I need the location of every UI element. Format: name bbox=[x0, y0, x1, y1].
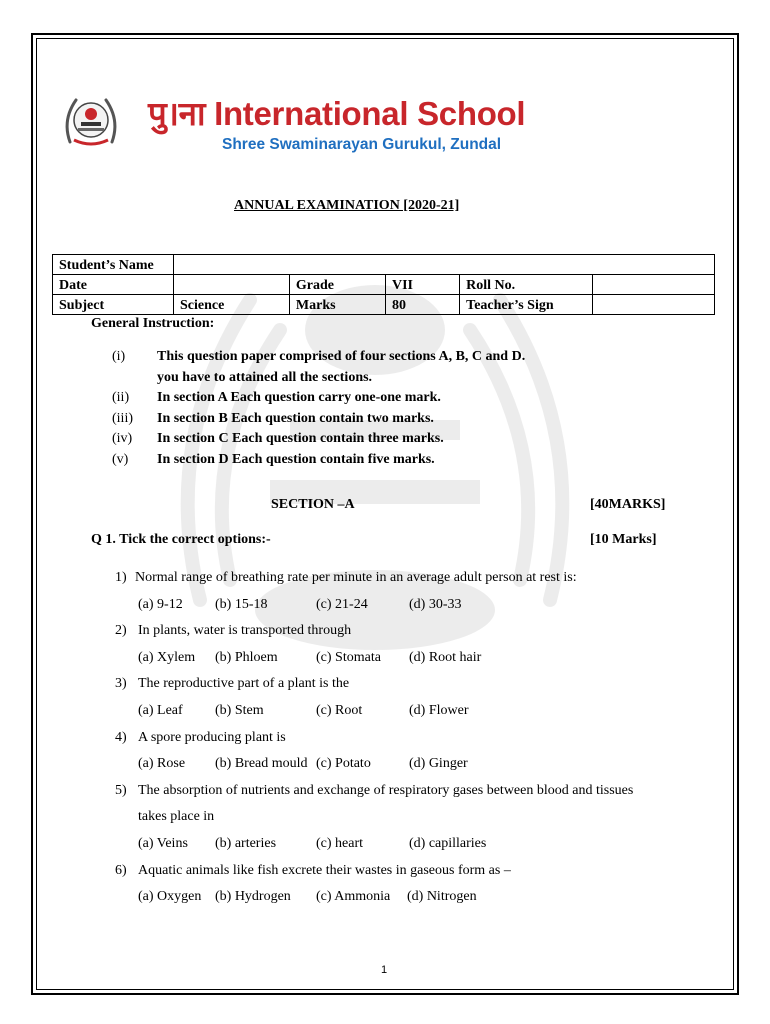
instruction-number: (ii) bbox=[112, 390, 130, 405]
instruction-text: In section A Each question carry one-one mark. bbox=[157, 390, 441, 405]
question-number: 4) bbox=[115, 729, 127, 745]
section-title: SECTION –A bbox=[271, 497, 355, 512]
option-c: (c) Potato bbox=[316, 756, 371, 772]
option-b: (b) Hydrogen bbox=[215, 889, 291, 905]
option-a: (a) Veins bbox=[138, 835, 188, 851]
subject-label: Subject bbox=[53, 295, 174, 315]
instruction-number: (v) bbox=[112, 451, 129, 467]
option-b: (b) arteries bbox=[215, 835, 277, 851]
question-item bbox=[115, 783, 685, 863]
instruction-text: In section C Each question contain three marks. bbox=[157, 431, 444, 446]
teacher-sign-label: Teacher’s Sign bbox=[460, 295, 593, 315]
question-text: In plants, water is transported through bbox=[138, 623, 352, 639]
general-instruction-title: General Instruction: bbox=[91, 316, 215, 331]
question-list bbox=[115, 570, 685, 916]
date-value bbox=[174, 275, 290, 295]
instruction-text: In section B Each question contain two marks. bbox=[157, 410, 434, 426]
question-item bbox=[115, 570, 685, 623]
question-number: 1) bbox=[115, 570, 127, 585]
question-text: A spore producing plant is bbox=[138, 729, 286, 745]
section-marks: [40MARKS] bbox=[590, 497, 666, 512]
instruction-number: (i) bbox=[112, 349, 126, 364]
date-label: Date bbox=[53, 275, 174, 295]
student-info-table bbox=[52, 254, 715, 315]
students-name-value bbox=[174, 255, 715, 275]
option-c: (c) Ammonia bbox=[316, 889, 391, 905]
question-number: 3) bbox=[115, 676, 127, 692]
question-title: Q 1. Tick the correct options:- bbox=[91, 532, 271, 547]
option-c: (c) Root bbox=[316, 702, 363, 718]
instruction-text: you have to attained all the sections. bbox=[157, 369, 373, 385]
option-d: (d) 30-33 bbox=[409, 596, 462, 612]
option-d: (d) Root hair bbox=[409, 649, 482, 665]
option-a: (a) Leaf bbox=[138, 702, 183, 718]
instruction-number: (iii) bbox=[112, 410, 133, 426]
option-b: (b) Phloem bbox=[215, 649, 278, 665]
option-a: (a) Xylem bbox=[138, 649, 196, 665]
school-subtitle: Shree Swaminarayan Gurukul, Zundal bbox=[222, 136, 502, 153]
marks-value: 80 bbox=[386, 295, 460, 315]
option-d: (d) capillaries bbox=[409, 835, 487, 851]
question-number: 2) bbox=[115, 623, 127, 639]
students-name-label: Student’s Name bbox=[53, 255, 174, 275]
question-text: The absorption of nutrients and exchange of respiratory gases between blood and tissues bbox=[138, 782, 634, 798]
option-c: (c) Stomata bbox=[316, 649, 381, 665]
roll-no-label: Roll No. bbox=[460, 275, 593, 295]
question-item bbox=[115, 863, 685, 916]
page-number: 1 bbox=[381, 964, 388, 976]
option-c: (c) 21-24 bbox=[316, 596, 368, 612]
exam-title: ANNUAL EXAMINATION [2020-21] bbox=[234, 198, 460, 213]
grade-value: VII bbox=[386, 275, 460, 295]
question-text: The reproductive part of a plant is the bbox=[138, 676, 350, 692]
instruction-text: This question paper comprised of four sections A, B, C and D. bbox=[157, 349, 526, 364]
question-item bbox=[115, 730, 685, 783]
grade-label: Grade bbox=[289, 275, 385, 295]
subject-value: Science bbox=[174, 295, 290, 315]
roll-no-value bbox=[592, 275, 714, 295]
option-a: (a) Rose bbox=[138, 756, 186, 772]
instruction-number: (iv) bbox=[112, 431, 133, 446]
question-number: 6) bbox=[115, 862, 127, 878]
question-text: Aquatic animals like fish excrete their wastes in gaseous form as – bbox=[138, 862, 511, 878]
option-c: (c) heart bbox=[316, 835, 364, 851]
option-b: (b) 15-18 bbox=[215, 596, 268, 612]
teacher-sign-value bbox=[592, 295, 714, 315]
marks-label: Marks bbox=[289, 295, 385, 315]
question-number: 5) bbox=[115, 782, 127, 798]
question-text: Normal range of breathing rate per minute in an average adult person at rest is: bbox=[135, 570, 577, 585]
option-b: (b) Stem bbox=[215, 702, 264, 718]
instruction-text: In section D Each question contain five marks. bbox=[157, 451, 435, 467]
question-item bbox=[115, 676, 685, 729]
option-d: (d) Nitrogen bbox=[407, 889, 477, 905]
question-marks: [10 Marks] bbox=[590, 532, 657, 547]
option-a: (a) Oxygen bbox=[138, 889, 202, 905]
option-d: (d) Flower bbox=[409, 702, 469, 718]
school-name: पु।ना International School bbox=[148, 95, 526, 132]
option-b: (b) Bread mould bbox=[215, 756, 308, 772]
question-item bbox=[115, 623, 685, 676]
question-text-continued: takes place in bbox=[138, 809, 215, 825]
school-emblem-icon bbox=[60, 92, 122, 150]
option-a: (a) 9-12 bbox=[138, 596, 183, 612]
option-d: (d) Ginger bbox=[409, 756, 468, 772]
